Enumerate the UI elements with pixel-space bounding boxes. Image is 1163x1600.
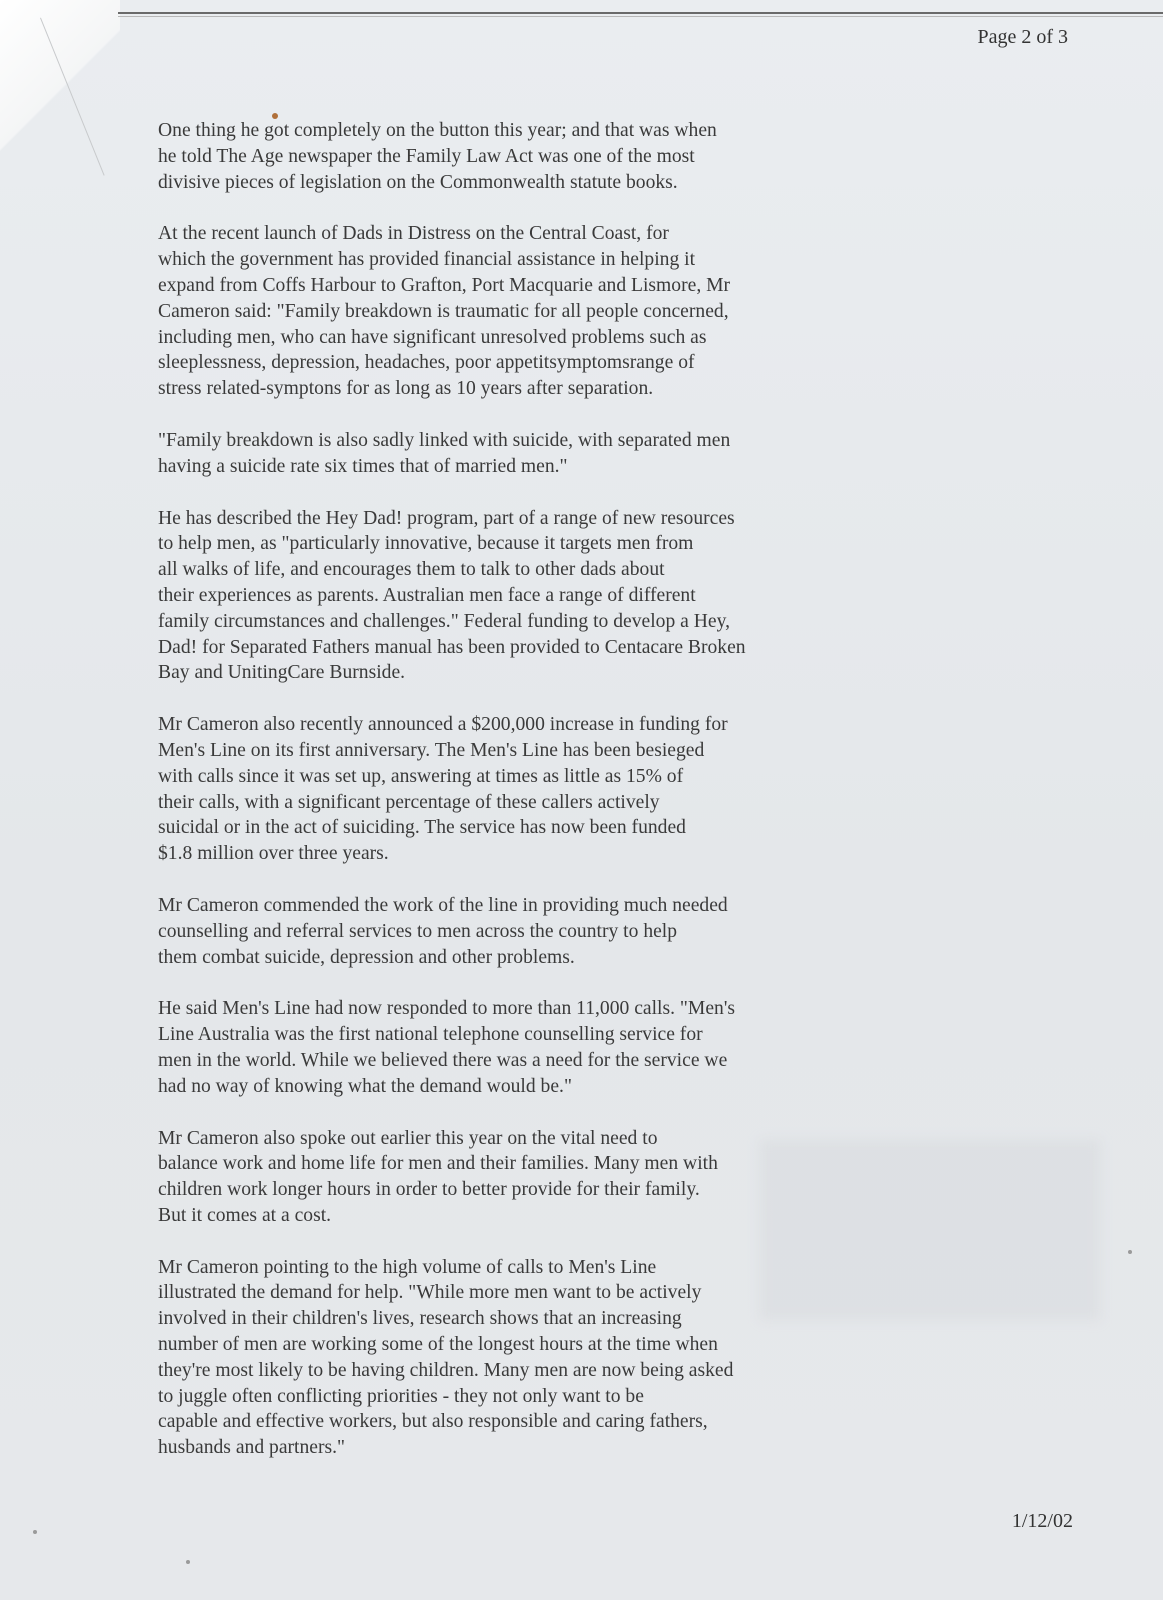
paragraph: Mr Cameron commended the work of the line in providing much needed counselling and referral services to men across the country to help them combat suicide, depression and other problems. — [158, 894, 728, 968]
document-date: 1/12/02 — [1011, 1510, 1073, 1532]
page-top-edge — [118, 12, 1163, 14]
paragraph: He has described the Hey Dad! program, part of a range of new resources to help men, as "particularly innovative, because it targets men from all walks of life, and encourages them to talk to other dads about their experiences as parents. Australian men face a range of different family circumstances and challenges." Federal funding to develop a Hey, Dad! for Separated Fathers manual has been provided to Centacare Broken Bay and UnitingCare Burnside. — [158, 507, 746, 684]
dust-mark — [1128, 1250, 1132, 1254]
dust-mark — [33, 1530, 37, 1534]
page-top-edge-shadow — [118, 16, 1163, 17]
paragraph: One thing he got completely on the button this year; and that was when he told The Age newspaper the Family Law Act was one of the most divisive pieces of legislation on the Commonwealth statute books. — [158, 120, 717, 193]
folded-corner — [0, 0, 120, 190]
paragraph: "Family breakdown is also sadly linked with suicide, with separated men having a suicide rate six times that of married men." — [158, 429, 731, 477]
paragraph: Mr Cameron pointing to the high volume of calls to Men's Line illustrated the demand for help. "While more men want to be actively involved in their children's lives, research shows that an increasing number of men are working some of the longest hours at the time when they're most likely to be having children. Many men are now being asked to juggle often conflicting priorities - they not only want to be capable and effective workers, but also responsible and caring fathers, husbands and partners." — [158, 1256, 734, 1459]
paragraph: At the recent launch of Dads in Distress on the Central Coast, for which the government has provided financial assistance in helping it expand from Coffs Harbour to Grafton, Port Macquarie and Lismore, Mr Cameron said: "Family breakdown is traumatic for all people concerned, including men, who can have significant unresolved problems such as sleeplessness, depression, headaches, poor appetitsymptomsrange of stress related-symptons for as long as 10 years after separation. — [158, 223, 731, 400]
dust-mark — [186, 1560, 190, 1564]
paragraph: He said Men's Line had now responded to more than 11,000 calls. "Men's Line Australia was the first national telephone counselling service for men in the world. While we believed there was a need for the service we had no way of knowing what the demand would be." — [158, 998, 735, 1097]
ink-speck — [272, 113, 278, 119]
page-number: Page 2 of 3 — [977, 26, 1068, 48]
paragraph: Mr Cameron also recently announced a $200,000 increase in funding for Men's Line on its first anniversary. The Men's Line has been besieged with calls since it was set up, answering at times as little as 15% of their calls, with a significant percentage of these callers actively suicidal or in the act of suiciding. The service has now been funded $1.8 million over three years. — [158, 714, 728, 865]
paragraph: Mr Cameron also spoke out earlier this year on the vital need to balance work and home life for men and their families. Many men with children work longer hours in order to better provide for their family. But it comes at a cost. — [158, 1127, 718, 1226]
article-body — [158, 118, 848, 1487]
